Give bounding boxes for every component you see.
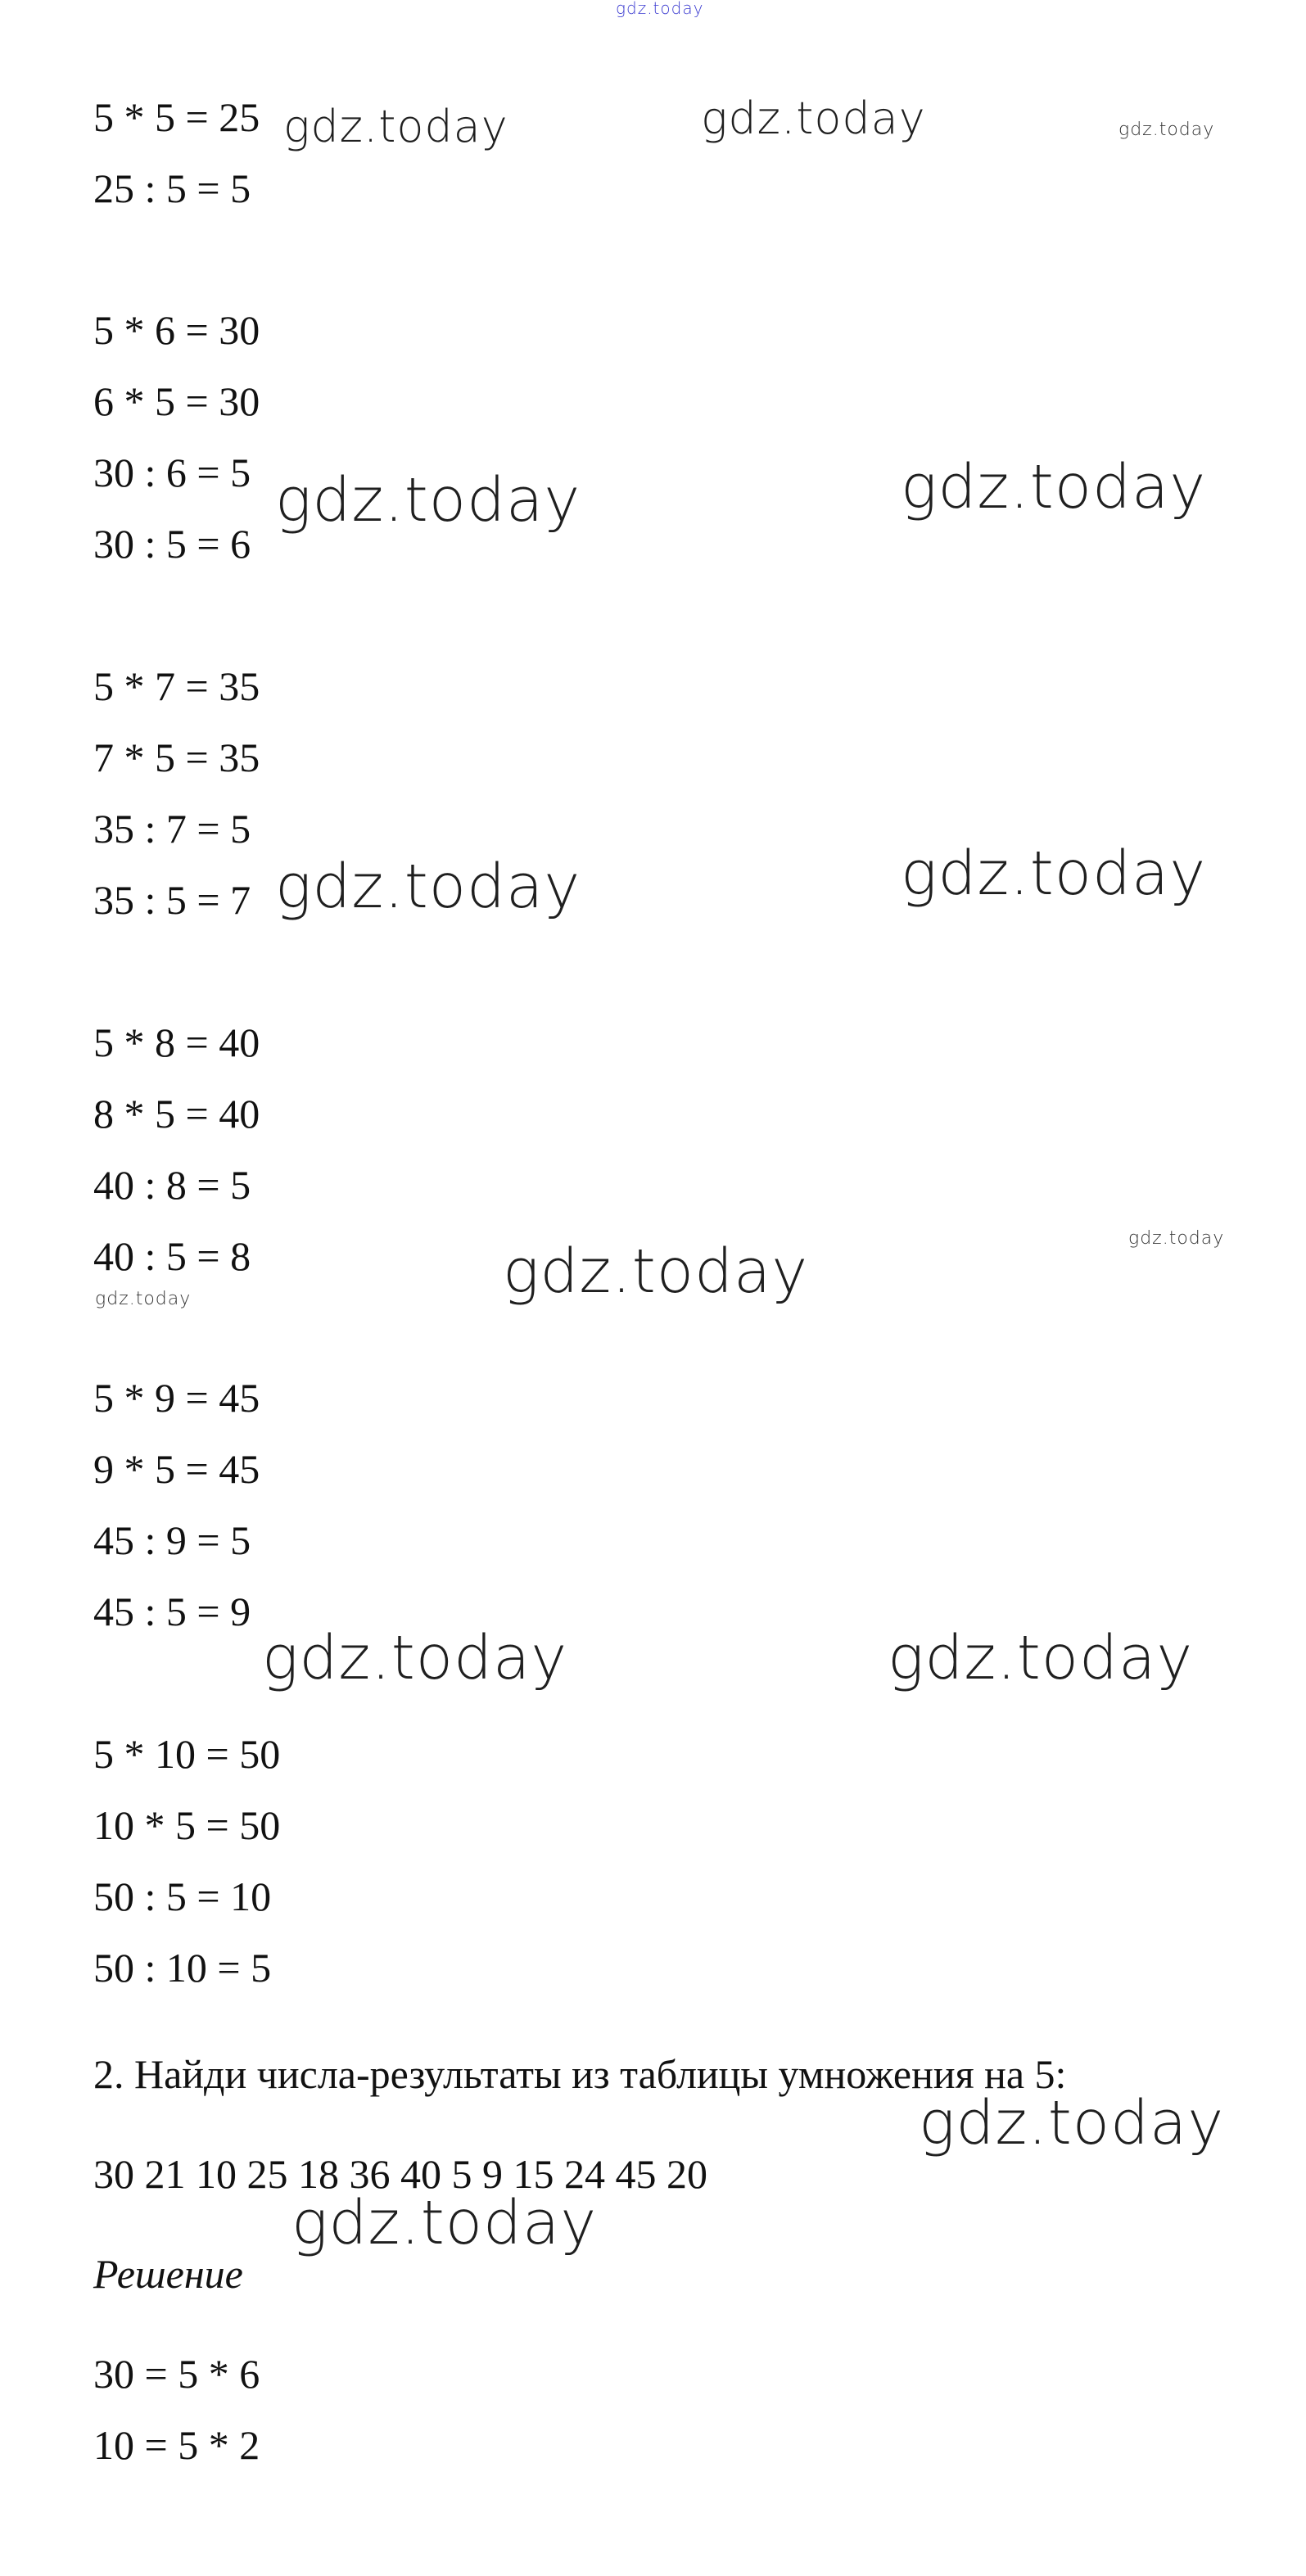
watermark: gdz.today (901, 452, 1207, 522)
solution-label: Решение (93, 2251, 243, 2297)
equation-line: 40 : 5 = 8 (93, 1233, 251, 1279)
watermark: gdz.today (95, 1289, 192, 1309)
solution-line: 10 = 5 * 2 (93, 2422, 260, 2468)
solution-line: 30 = 5 * 6 (93, 2351, 260, 2397)
watermark: gdz.today (275, 465, 581, 536)
equation-line: 45 : 9 = 5 (93, 1517, 251, 1563)
equation-line: 9 * 5 = 45 (93, 1446, 260, 1492)
equation-line: 45 : 5 = 9 (93, 1589, 251, 1634)
watermark: gdz.today (701, 93, 926, 144)
watermark: gdz.today (1118, 120, 1215, 140)
equation-line: 50 : 5 = 10 (93, 1873, 272, 1919)
watermark: gdz.today (888, 1623, 1194, 1693)
equation-line: 25 : 5 = 5 (93, 165, 251, 211)
equation-line: 5 * 7 = 35 (93, 663, 260, 709)
equation-line: 5 * 9 = 45 (93, 1375, 260, 1421)
header-watermark: gdz.today (616, 0, 704, 18)
watermark: gdz.today (291, 2188, 598, 2258)
equation-line: 5 * 8 = 40 (93, 1019, 260, 1065)
equation-line: 35 : 5 = 7 (93, 877, 251, 923)
equation-line: 35 : 7 = 5 (93, 806, 251, 852)
equation-line: 30 : 5 = 6 (93, 521, 251, 567)
watermark: gdz.today (919, 2088, 1225, 2158)
task-title: 2. Найди числа-результаты из таблицы умножения на 5: (93, 2051, 1067, 2097)
equation-line: 30 : 6 = 5 (93, 450, 251, 495)
watermark: gdz.today (275, 852, 581, 922)
equation-line: 7 * 5 = 35 (93, 734, 260, 780)
watermark: gdz.today (262, 1623, 568, 1693)
equation-line: 50 : 10 = 5 (93, 1945, 272, 1991)
equation-line: 10 * 5 = 50 (93, 1802, 281, 1848)
equation-line: 5 * 5 = 25 (93, 94, 260, 140)
equation-line: 8 * 5 = 40 (93, 1091, 260, 1137)
number-list: 30 21 10 25 18 36 40 5 9 15 24 45 20 (93, 2151, 707, 2197)
equation-line: 5 * 10 = 50 (93, 1731, 281, 1777)
watermark: gdz.today (1128, 1228, 1225, 1249)
watermark: gdz.today (503, 1236, 809, 1307)
equation-line: 6 * 5 = 30 (93, 378, 260, 424)
equation-line: 40 : 8 = 5 (93, 1162, 251, 1208)
watermark: gdz.today (283, 101, 508, 152)
equation-line: 5 * 6 = 30 (93, 307, 260, 353)
watermark: gdz.today (901, 838, 1207, 909)
